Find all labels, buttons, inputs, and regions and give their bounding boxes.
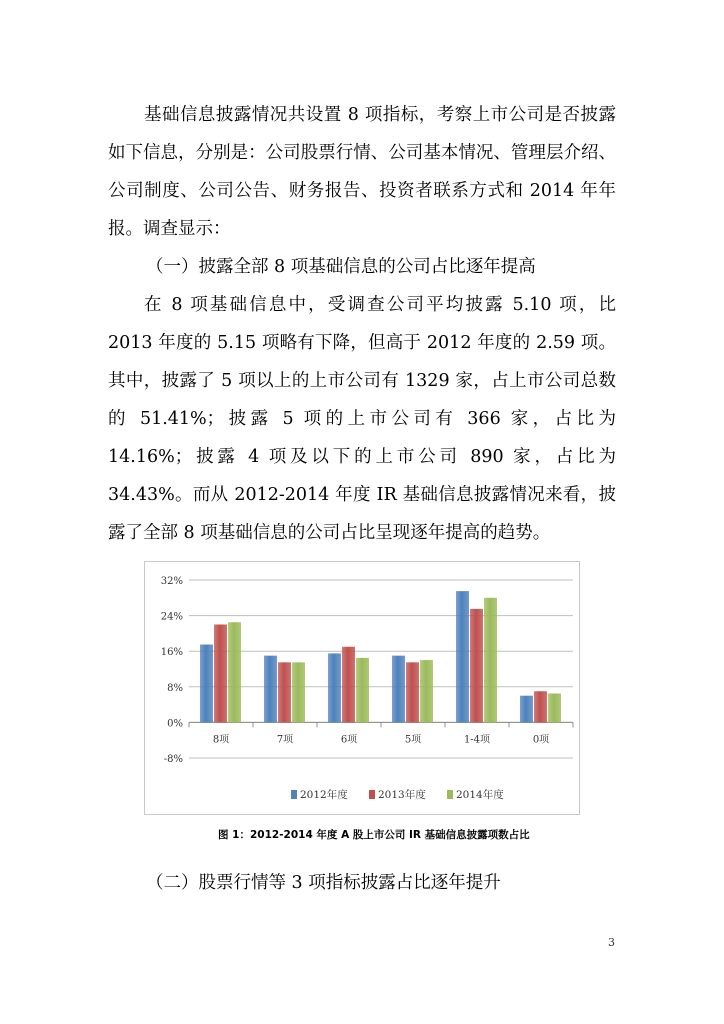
x-tick-label: 1-4项 (463, 734, 491, 746)
findings-paragraph: 在 8 项基础信息中，受调查公司平均披露 5.10 项，比 2013 年度的 5.15 项略有下降，但高于 2012 年度的 2.59 项。其中，披露了 5 项以上的上市公司有 1329 家，占上市公司总数的 51.41%；披露 5 项的上市公司有 366 家，占比为 14.16%；披露 4 项及以下的上市公司 890 家，占比为 34.43%。而从 2012-2014 年度 IR 基础信息披露情况来看，披露了全部 8 项基础信息的公司占比呈现逐年提高的趋势。 (108, 295, 616, 543)
page-number: 3 (608, 936, 615, 949)
bar-2012年度-7项 (264, 656, 277, 723)
y-tick-label: 16% (160, 647, 183, 659)
bar-2012年度-1-4项 (456, 591, 469, 722)
legend-swatch-2013年度 (369, 790, 375, 799)
disclosure-bar-chart (144, 561, 580, 815)
x-tick-label: 0项 (532, 734, 550, 746)
bar-2014年度-5项 (420, 660, 433, 722)
figure-caption: 图 1：2012-2014 年度 A 股上市公司 IR 基础信息披露项数占比 (218, 829, 530, 841)
bar-2012年度-8项 (200, 645, 213, 723)
bar-2014年度-6项 (356, 658, 369, 723)
section-heading-2: （二）股票行情等 3 项指标披露占比逐年提升 (146, 873, 501, 893)
legend-label-2013年度: 2013年度 (378, 789, 426, 801)
bar-2013年度-6项 (342, 647, 355, 723)
bar-2014年度-1-4项 (484, 598, 497, 723)
chart-canvas (145, 562, 579, 814)
bar-2013年度-7项 (278, 662, 291, 722)
legend-label-2012年度: 2012年度 (300, 789, 348, 801)
legend-label-2014年度: 2014年度 (456, 789, 504, 801)
bar-2012年度-5项 (392, 656, 405, 723)
x-tick-label: 8项 (212, 734, 230, 746)
bar-2013年度-8项 (214, 625, 227, 723)
y-tick-label: -8% (163, 754, 183, 765)
section-heading-1: （一）披露全部 8 项基础信息的公司占比逐年提高 (146, 257, 536, 277)
y-tick-label: 8% (167, 682, 183, 694)
bar-2014年度-7项 (292, 662, 305, 722)
x-tick-label: 5项 (404, 734, 422, 746)
y-tick-label: 24% (160, 611, 183, 623)
x-tick-label: 6项 (340, 734, 358, 746)
bar-2014年度-0项 (548, 693, 561, 722)
legend-swatch-2014年度 (447, 790, 453, 799)
legend-swatch-2012年度 (291, 790, 297, 799)
intro-paragraph: 基础信息披露情况共设置 8 项指标，考察上市公司是否披露如下信息，分别是：公司股票行情、公司基本情况、管理层介绍、公司制度、公司公告、财务报告、投资者联系方式和 2014 年年报。调查显示： (108, 105, 616, 239)
y-tick-label: 32% (160, 576, 183, 587)
bar-2013年度-1-4项 (470, 609, 483, 722)
bar-2013年度-5项 (406, 662, 419, 722)
x-tick-label: 7项 (276, 734, 294, 746)
y-tick-label: 0% (167, 718, 183, 730)
bar-2012年度-6项 (328, 653, 341, 722)
bar-2013年度-0项 (534, 691, 547, 722)
bar-2014年度-8项 (228, 622, 241, 722)
bar-2012年度-0项 (520, 696, 533, 723)
